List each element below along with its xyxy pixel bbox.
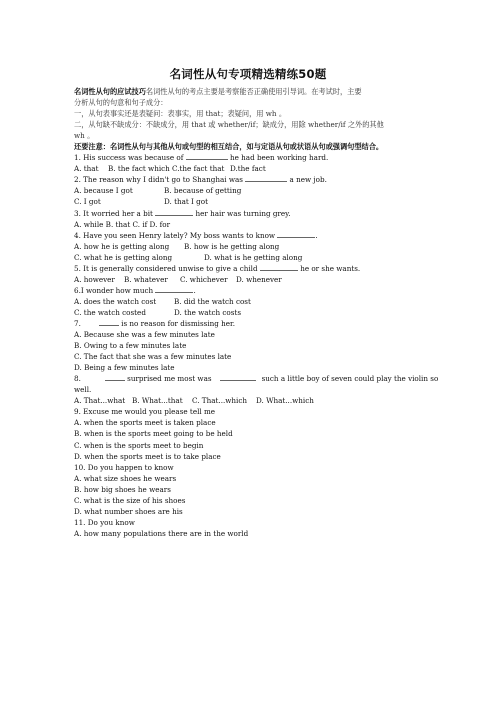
rule-1: 一，从句表事实还是表疑问：表事实，用 that；表疑问，用 wh 。 (74, 109, 287, 119)
option-9b: B. when is the sports meet going to be held (74, 429, 233, 439)
option: B. because of getting (164, 186, 242, 196)
question-stem: 2. The reason why I didn't go to Shanghai was (74, 175, 243, 185)
question-stem: he had been working hard. (229, 153, 329, 163)
question-stem: is no reason for dismissing her. (121, 318, 235, 328)
answer-blank (186, 152, 228, 160)
option: C. the watch costed (74, 307, 146, 317)
question-stem: . (193, 285, 196, 295)
options-8 (74, 395, 424, 406)
options-6a (74, 296, 424, 307)
option-7d: D. Being a few minutes late (74, 363, 175, 373)
option: D. that I got (164, 197, 208, 207)
option: C.the fact that (172, 164, 225, 174)
option: C. what he is getting along (74, 252, 173, 262)
intro-text-2: 分析从句的句意和句子成分： (74, 98, 168, 108)
question-stem: 1. His success was because of (74, 153, 184, 163)
question-11: 11. Do you know (74, 517, 135, 527)
answer-blank (155, 285, 196, 295)
page-title: 名词性从句专项精选精练50题 (169, 67, 327, 81)
intro-text-1: 名词性从句的考点主要是考察能否正确使用引导词。在考试时，主要 (145, 87, 362, 96)
option: D. what is he getting along (204, 252, 303, 262)
answer-blank (260, 263, 298, 271)
option: A. that (74, 164, 99, 174)
question-7 (74, 318, 424, 329)
options-3: A. while B. that C. if D. for (74, 219, 171, 229)
option: D. What...which (256, 396, 314, 406)
question-10: 10. Do you happen to know (74, 462, 174, 472)
option-11a: A. how many populations there are in the world (74, 528, 249, 538)
option: B. the fact which (108, 164, 170, 174)
question-8-cont: well. (74, 385, 92, 395)
option: D. the watch costs (174, 307, 242, 317)
question-stem: such a little boy of seven could play the violin so (261, 374, 439, 384)
question-stem: 3. It worried her a bit (74, 208, 153, 218)
rule-2b: wh 。 (74, 131, 95, 141)
question-2 (74, 174, 424, 185)
question-5 (74, 263, 424, 274)
question-9: 9. Excuse me would you please tell me (74, 407, 216, 417)
option-9d: D. when the sports meet is to take place (74, 451, 221, 461)
intro-heading: 名词性从句的应试技巧 (74, 87, 146, 96)
options-2b (74, 196, 424, 207)
options-2a (74, 185, 424, 196)
question-1 (74, 152, 424, 163)
question-stem: 8. (74, 374, 81, 384)
answer-blank (245, 174, 287, 182)
answer-blank (99, 318, 119, 326)
option: B. whatever (124, 274, 168, 284)
rule-2a: 二，从句缺不缺成分：不缺成分，用 that 或 whether/if；缺成分，用除 whether/if 之外的其他 (74, 120, 384, 130)
options-4a (74, 241, 424, 252)
option: C. I got (74, 197, 101, 207)
answer-blank (220, 373, 256, 381)
option: B. did the watch cost (174, 296, 251, 306)
note: 还要注意：名词性从句与其他从句或句型的相互结合，如与定语从句或状语从句或强调句型结合。 (74, 142, 384, 152)
option-7b: B. Owing to a few minutes late (74, 341, 187, 351)
options-4b (74, 252, 424, 263)
option-10b: B. how big shoes he wears (74, 484, 171, 494)
question-stem: her hair was turning grey. (195, 208, 291, 218)
question-stem: surprised me most was (127, 374, 212, 384)
question-stem: . (315, 230, 318, 240)
question-stem: 4. Have you seen Henry lately? My boss wants to know (74, 230, 276, 240)
document-body (74, 86, 439, 539)
option-10c: C. what is the size of his shoes (74, 495, 186, 505)
option-7a: A. Because she was a few minutes late (74, 330, 215, 340)
option: A. That...what (74, 396, 126, 406)
option-10d: D. what number shoes are his (74, 506, 183, 516)
question-8 (74, 373, 439, 384)
option: B. how is he getting along (184, 241, 280, 251)
question-stem: 5. It is generally considered unwise to give a child (74, 263, 258, 273)
options-5 (74, 274, 424, 285)
answer-blank (277, 230, 318, 240)
option: A. however (74, 274, 115, 284)
intro-line-1 (74, 86, 424, 97)
question-6 (74, 285, 424, 296)
question-stem: a new job. (289, 175, 327, 185)
option: D. whenever (236, 274, 282, 284)
option: B. What...that (132, 396, 183, 406)
option: A. does the watch cost (74, 296, 157, 306)
option: D.the fact (230, 164, 266, 174)
option: A. how he is getting along (74, 241, 170, 251)
options-1 (74, 163, 424, 174)
option-7c: C. The fact that she was a few minutes late (74, 352, 232, 362)
answer-blank (155, 208, 193, 216)
option-10a: A. what size shoes he wears (74, 473, 177, 483)
option: A. because I got (74, 186, 133, 196)
answer-blank (105, 373, 125, 381)
question-stem: 7. (74, 318, 81, 328)
option: C. whichever (180, 274, 228, 284)
question-stem: 6.I wonder how much (74, 285, 154, 295)
question-3 (74, 208, 424, 219)
option: C. That...which (192, 396, 247, 406)
question-4 (74, 230, 424, 241)
question-stem: he or she wants. (300, 263, 361, 273)
option-9a: A. when the sports meet is taken place (74, 418, 216, 428)
options-6b (74, 307, 424, 318)
option-9c: C. when is the sports meet to begin (74, 440, 204, 450)
